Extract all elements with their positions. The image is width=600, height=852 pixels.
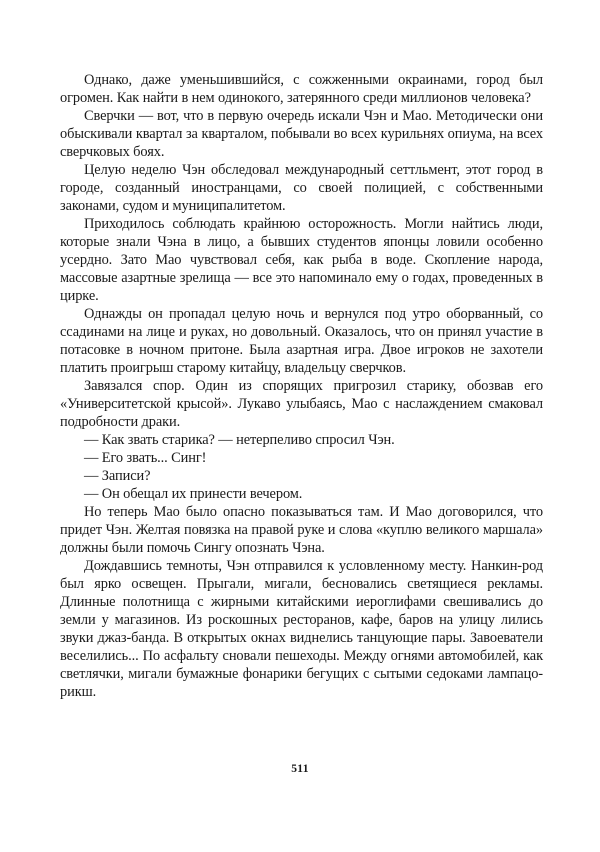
paragraph: Однажды он пропадал целую ночь и вернулся под утро оборванный, со ссадинами на лице и руках, но довольный. Оказалось, что он принял участие в потасовке в ночном притоне. Была азартная игра. Двое игроков не захотели платить проигрыш старому китайцу, владельцу сверчков. — [60, 306, 543, 376]
body-text — [60, 71, 543, 701]
paragraph: Завязался спор. Один из спорящих пригрозил старику, обозвав его «Университетской крысой». Лукаво улыбаясь, Мао с наслаждением смаковал подробности драки. — [60, 378, 543, 430]
paragraph: Целую неделю Чэн обследовал международный сеттльмент, этот город в городе, созданный иностранцами, со своей полицией, с собственными законами, судом и муниципалитетом. — [60, 162, 543, 214]
page-number: 511 — [291, 763, 309, 775]
paragraph: Но теперь Мао было опасно показываться там. И Мао договорился, что придет Чэн. Желтая повязка на правой руке и слова «куплю великого маршала» должны были помочь Сингу опознать Чэна. — [60, 504, 543, 556]
dialogue-line: — Он обещал их принести вечером. — [84, 486, 303, 502]
dialogue-line: — Его звать... Синг! — [84, 450, 207, 466]
paragraph: Дождавшись темноты, Чэн отправился к условленному месту. Нанкин-род был ярко освещен. Прыгали, мигали, бесновались светящиеся рекламы. Длинные полотнища с жирными китайскими иероглифами свешивались до земли у магазинов. Из роскошных ресторанов, кафе, баров на улицу лились звуки джаз-банда. В открытых окнах виднелись танцующие пары. Завоеватели веселились... По асфальту сновали пешеходы. Между огнями автомобилей, как светлячки, мигали бумажные фонарики бегущих с сытыми седоками лампацо-рикш. — [60, 558, 543, 700]
dialogue-line: — Как звать старика? — нетерпеливо спросил Чэн. — [84, 432, 395, 448]
paragraph: Приходилось соблюдать крайнюю осторожность. Могли найтись люди, которые знали Чэна в лицо, а бывших студентов японцы ловили особенно усердно. Зато Мао чувствовал себя, как рыба в воде. Скопление народа, массовые азартные зрелища — все это напоминало ему о годах, проведенных в цирке. — [60, 216, 543, 304]
paragraph: Сверчки — вот, что в первую очередь искали Чэн и Мао. Методически они обыскивали квартал за кварталом, побывали во всех курильнях опиума, на всех сверчковых боях. — [60, 108, 543, 160]
dialogue-line: — Записи? — [84, 468, 151, 484]
paragraph: Однако, даже уменьшившийся, с сожженными окраинами, город был огромен. Как найти в нем одинокого, затерянного среди миллионов человека? — [60, 72, 543, 106]
